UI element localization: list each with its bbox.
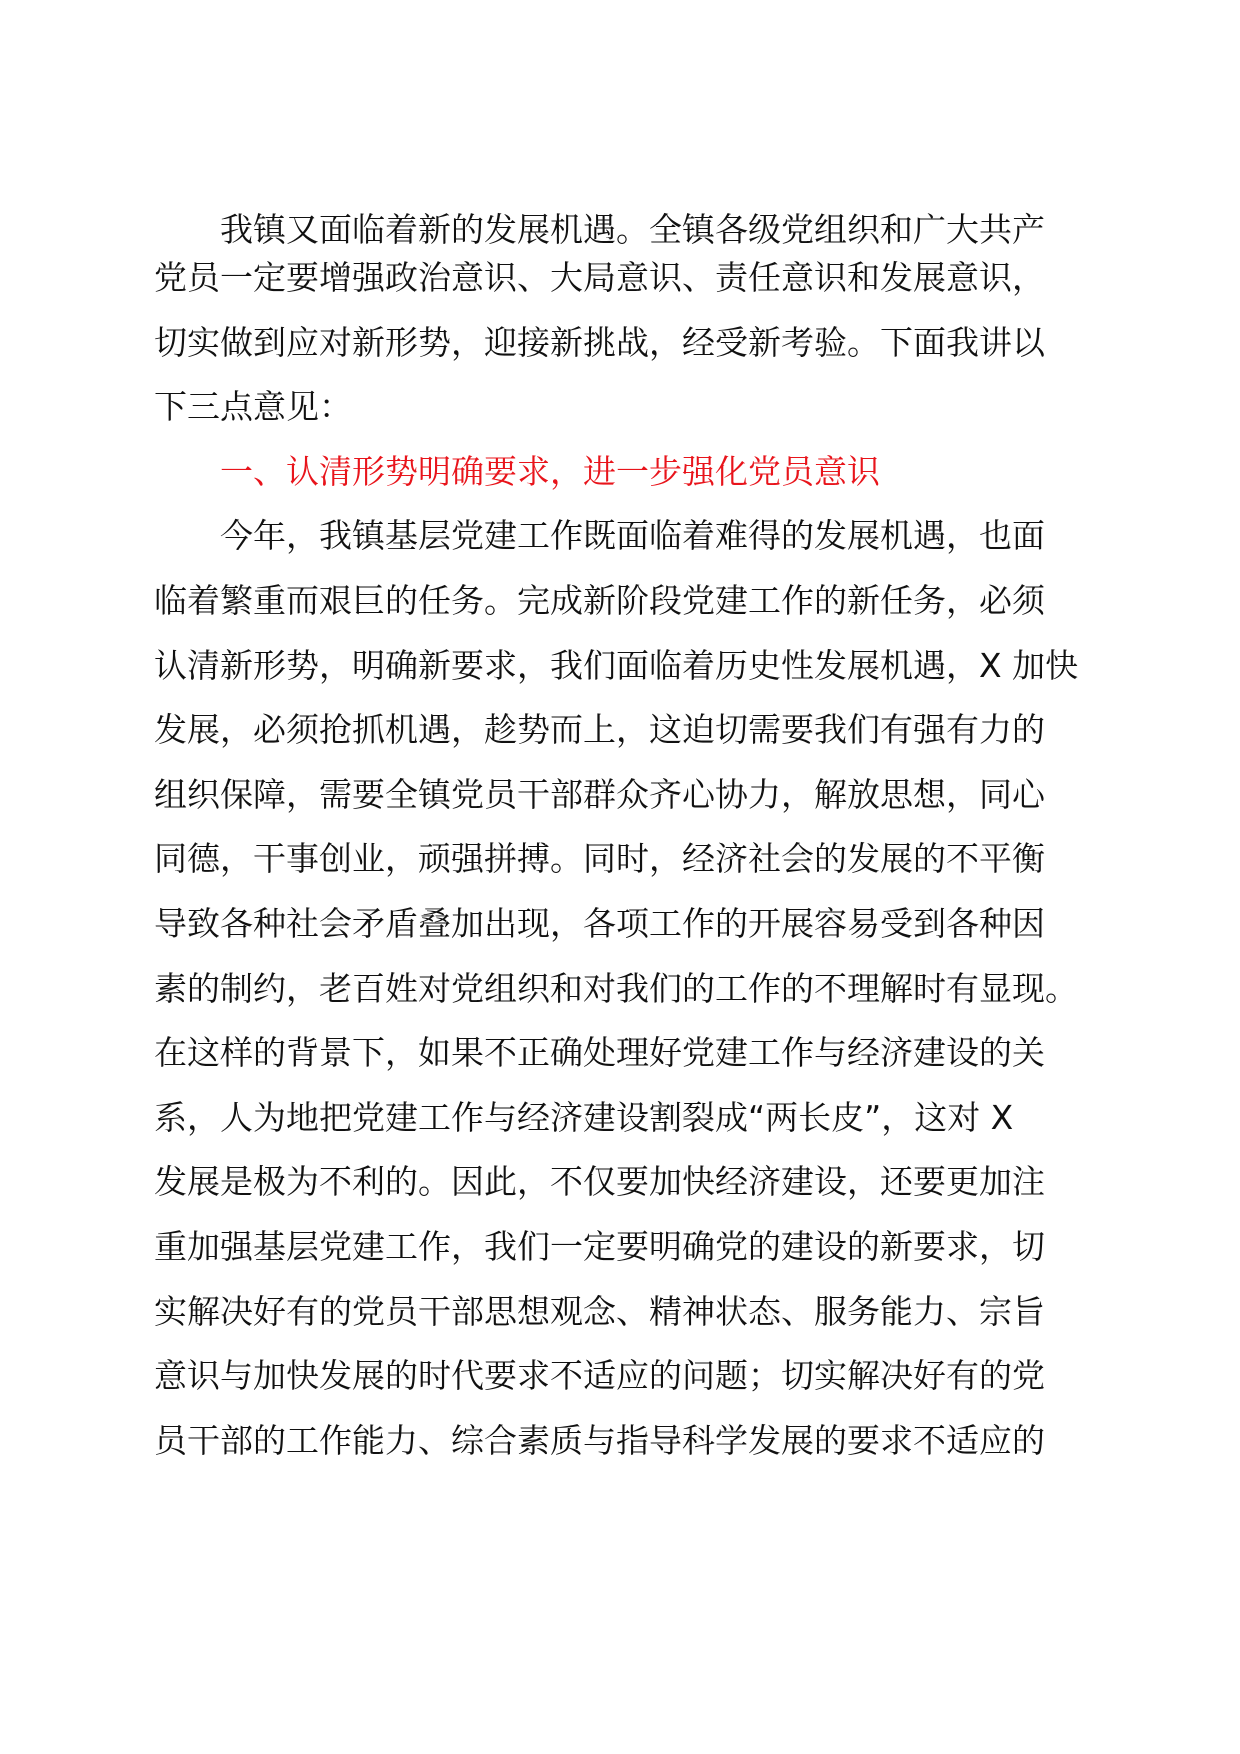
paragraph-line: 党员一定要增强政治意识、大局意识、责任意识和发展意识， — [154, 258, 1045, 297]
paragraph-line: 临着繁重而艰巨的任务。完成新阶段党建工作的新任务，必须 — [154, 580, 1045, 620]
section-heading: 一、认清形势明确要求，进一步强化党员意识 — [220, 451, 880, 491]
paragraph-line: 下三点意见： — [154, 387, 352, 427]
paragraph-line: 认清新形势，明确新要求，我们面临着历史性发展机遇，X 加快 — [154, 645, 1079, 685]
paragraph-line: 发展，必须抢抓机遇，趁势而上，这迫切需要我们有强有力的 — [154, 710, 1045, 750]
paragraph-line: 发展是极为不利的。因此，不仅要加快经济建设，还要更加注 — [154, 1162, 1045, 1202]
paragraph-line: 素的制约，老百姓对党组织和对我们的工作的不理解时有显现。 — [154, 968, 1078, 1008]
paragraph-line: 今年，我镇基层党建工作既面临着难得的发展机遇，也面 — [220, 516, 1045, 556]
paragraph-intro — [154, 210, 1094, 440]
paragraph-line: 同德，干事创业，顽强拼搏。同时，经济社会的发展的不平衡 — [154, 839, 1045, 879]
paragraph-line: 切实做到应对新形势，迎接新挑战，经受新考验。下面我讲以 — [154, 322, 1045, 362]
paragraph-line: 在这样的背景下，如果不正确处理好党建工作与经济建设的关 — [154, 1033, 1045, 1073]
paragraph-line: 员干部的工作能力、综合素质与指导科学发展的要求不适应的 — [154, 1420, 1045, 1460]
paragraph-line: 实解决好有的党员干部思想观念、精神状态、服务能力、宗旨 — [154, 1291, 1045, 1331]
paragraph-line: 组织保障，需要全镇党员干部群众齐心协力，解放思想，同心 — [154, 774, 1045, 814]
paragraph-line: 重加强基层党建工作，我们一定要明确党的建设的新要求，切 — [154, 1226, 1045, 1266]
paragraph-line: 意识与加快发展的时代要求不适应的问题；切实解决好有的党 — [154, 1356, 1045, 1396]
paragraph-line: 系，人为地把党建工作与经济建设割裂成“两长皮”，这对 X — [154, 1097, 1014, 1137]
paragraph-line: 我镇又面临着新的发展机遇。全镇各级党组织和广大共产 — [220, 210, 1045, 249]
paragraph-body — [154, 504, 1094, 1473]
document-body — [154, 210, 1094, 1473]
paragraph-line: 导致各种社会矛盾叠加出现，各项工作的开展容易受到各种因 — [154, 903, 1045, 943]
